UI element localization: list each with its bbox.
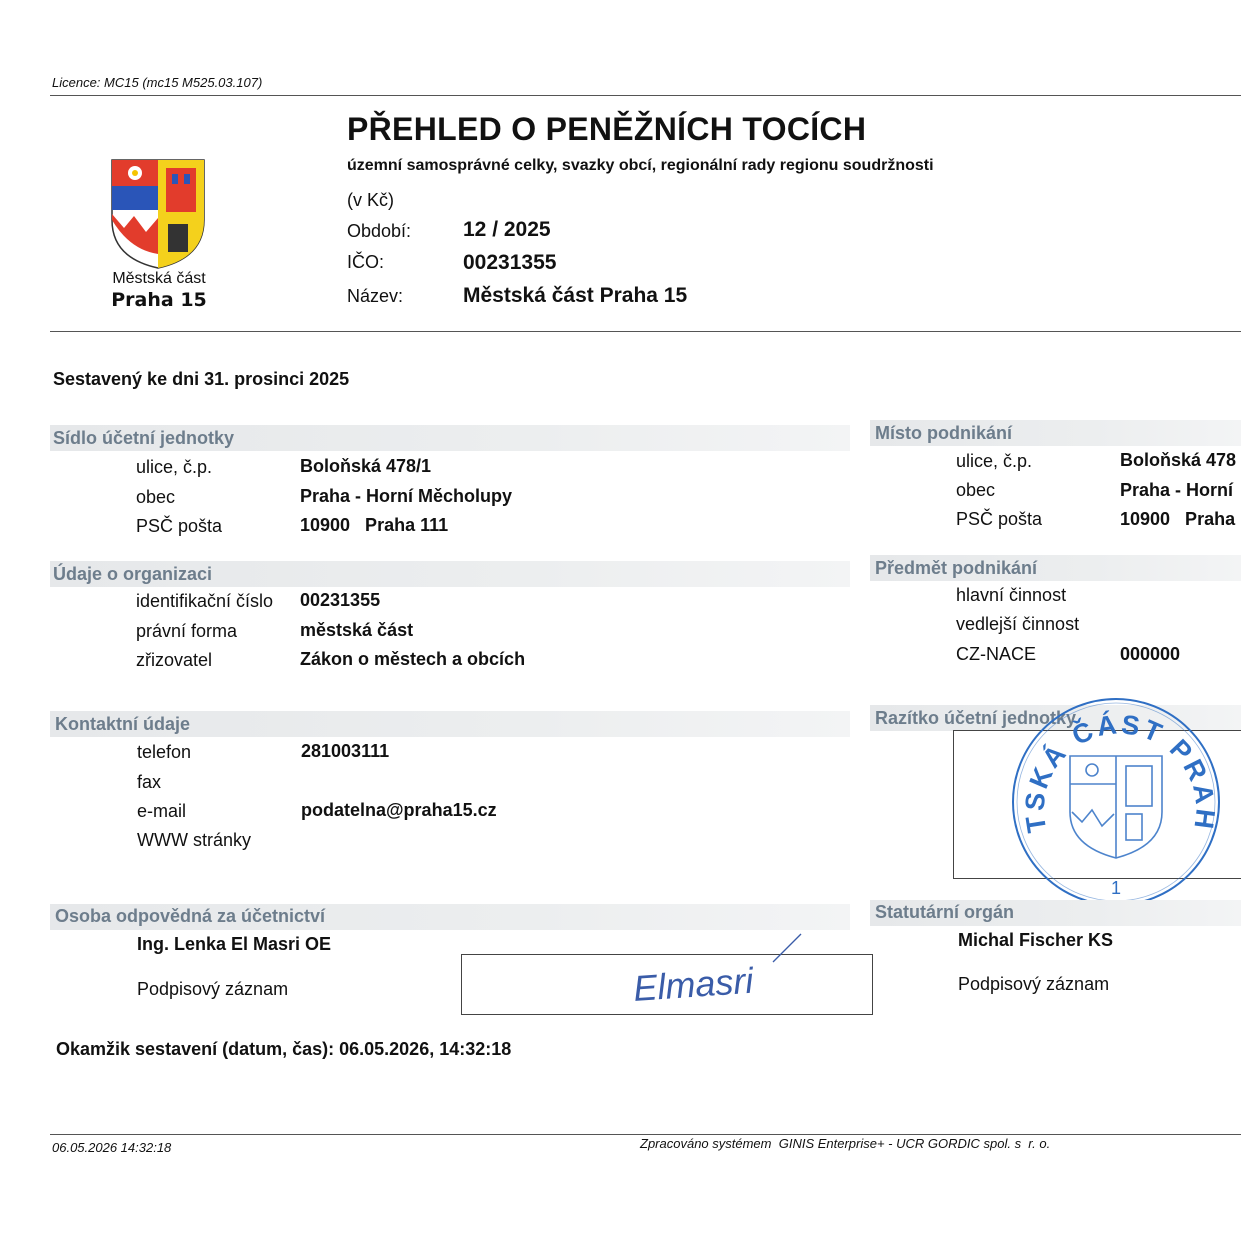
name-label: Název: (347, 286, 404, 306)
official-stamp (1008, 694, 1224, 915)
unit-label: (v Kč) (347, 190, 394, 210)
udaje-value-2: městská část (300, 620, 414, 640)
ico-label: IČO: (347, 252, 385, 272)
kontakt-label-4: WWW stránky (137, 830, 251, 850)
sidlo-value-3: 10900 Praha 111 (300, 515, 449, 535)
period-value: 12 / 2025 (463, 218, 551, 241)
udaje-heading: Údaje o organizaci (53, 564, 213, 584)
footer-system: Zpracováno systémem GINIS Enterprise+ - UCR GORDIC spol. s r. o. (640, 1136, 1051, 1151)
compilation-moment: Okamžik sestavení (datum, čas): 06.05.2026, 14:32:18 (56, 1039, 512, 1059)
razitko-heading: Razítko účetní jednotky (875, 708, 1077, 728)
statutarni-heading: Statutární orgán (875, 902, 1015, 922)
misto-value-3: 10900 Praha (1120, 509, 1236, 529)
statutarni-sign-label: Podpisový záznam (958, 974, 1110, 994)
sidlo-label-1: ulice, č.p. (136, 457, 213, 477)
osoba-name: Ing. Lenka El Masri OE (137, 934, 332, 954)
top-rule (50, 95, 1241, 96)
predmet-label-1: hlavní činnost (956, 585, 1067, 605)
page-title: PŘEHLED O PENĚŽNÍCH TOCÍCH (347, 111, 867, 147)
udaje-value-1: 00231355 (300, 590, 381, 610)
misto-label-2: obec (956, 480, 996, 500)
footer-timestamp: 06.05.2026 14:32:18 (52, 1140, 172, 1155)
predmet-heading: Předmět podnikání (875, 558, 1038, 578)
kontakt-label-3: e-mail (137, 801, 187, 821)
udaje-label-1: identifikační číslo (136, 591, 274, 611)
ico-value: 00231355 (463, 251, 557, 274)
coat-of-arms-logo (110, 158, 206, 275)
logo-line1: Městská část (112, 270, 206, 287)
predmet-label-2: vedlejší činnost (956, 614, 1080, 634)
osoba-heading: Osoba odpovědná za účetnictví (55, 906, 326, 926)
logo-line2: Praha 15 (111, 289, 207, 311)
udaje-label-3: zřizovatel (136, 650, 213, 670)
sidlo-heading: Sídlo účetní jednotky (53, 428, 235, 448)
misto-value-2: Praha - Horní (1120, 480, 1234, 500)
sidlo-value-2: Praha - Horní Měcholupy (300, 486, 513, 506)
period-label: Období: (347, 221, 412, 241)
kontakt-value-1: 281003111 (301, 741, 390, 761)
predmet-label-3: CZ-NACE (956, 644, 1036, 664)
predmet-value-3: 000000 (1120, 644, 1181, 664)
svg-text:MĚSTSKÁ ČÁST PRAHA 15: TSKÁ ČÁST PRAH (1019, 709, 1221, 835)
sidlo-label-3: PSČ pošta (136, 516, 223, 536)
statutarni-name: Michal Fischer KS (958, 930, 1114, 950)
licence-text: Licence: MC15 (mc15 M525.03.107) (52, 75, 263, 90)
misto-label-1: ulice, č.p. (956, 451, 1033, 471)
kontakt-label-1: telefon (137, 742, 192, 762)
kontakt-value-3: podatelna@praha15.cz (301, 800, 497, 820)
kontakt-label-2: fax (137, 772, 162, 792)
header-rule (50, 331, 1241, 332)
page-subtitle: územní samosprávné celky, svazky obcí, regionální rady regionu soudržnosti (347, 157, 934, 174)
svg-text:Elmasri: Elmasri (631, 959, 755, 1009)
footer-rule (50, 1134, 1241, 1135)
sidlo-value-1: Boloňská 478/1 (300, 456, 432, 476)
compiled-date: Sestavený ke dni 31. prosinci 2025 (53, 369, 350, 389)
sidlo-label-2: obec (136, 487, 176, 507)
name-value: Městská část Praha 15 (463, 284, 688, 307)
svg-text:1: 1 (1110, 878, 1122, 898)
handwritten-signature (615, 930, 815, 1025)
misto-label-3: PSČ pošta (956, 509, 1043, 529)
misto-heading: Místo podnikání (875, 423, 1012, 443)
misto-value-1: Boloňská 478 (1120, 450, 1237, 470)
osoba-sign-label: Podpisový záznam (137, 979, 289, 999)
kontakt-heading: Kontaktní údaje (55, 714, 191, 734)
udaje-label-2: právní forma (136, 621, 238, 641)
udaje-value-3: Zákon o městech a obcích (300, 649, 526, 669)
